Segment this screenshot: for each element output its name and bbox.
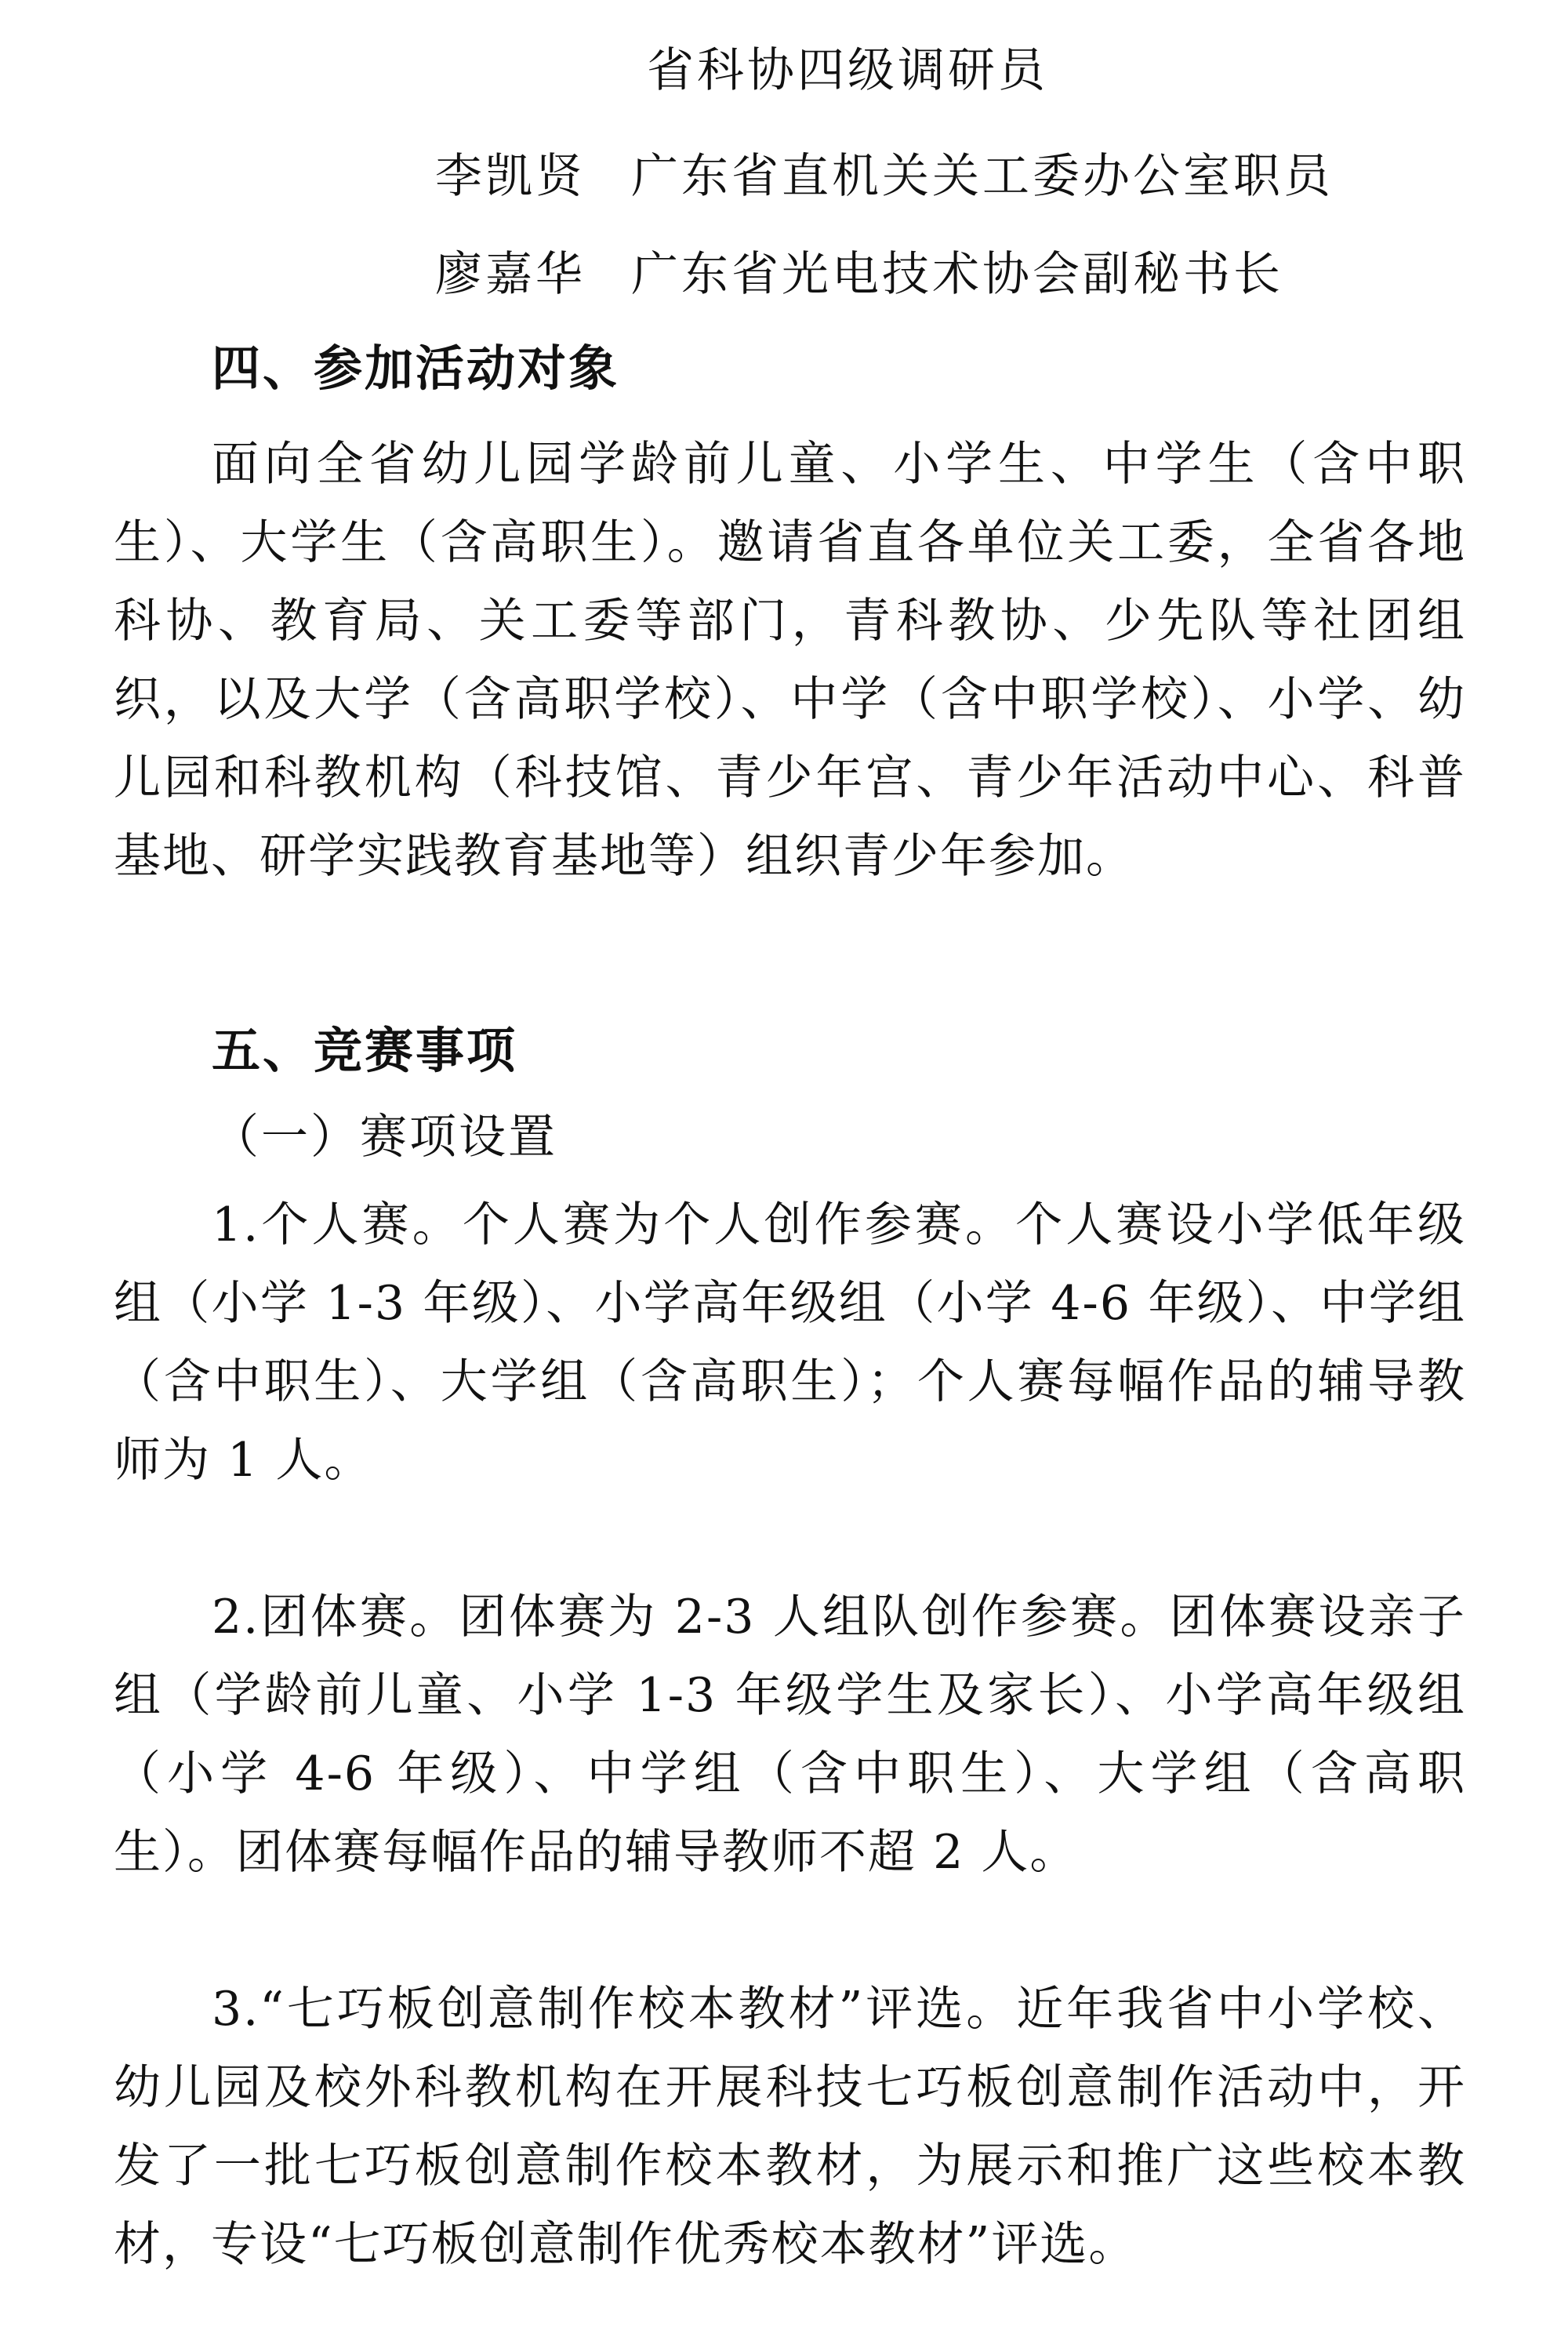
participants-paragraph: 面向全省幼儿园学龄前儿童、小学生、中学生（含中职生）、大学生（含高职生）。邀请省直各单位关工委，全省各地科协、教育局、关工委等部门，青科教协、少先队等社团组织，以及大学（含高职学校）、中学（含中职学校）、小学、幼儿园和科教机构（科技馆、青少年宫、青少年活动中心、科普基地、研学实践教育基地等）组织青少年参加。 — [114, 437, 1466, 884]
subsection-heading-events: （一）赛项设置 — [212, 1110, 557, 1165]
event-item-individual: 1.个人赛。个人赛为个人创作参赛。个人赛设小学低年级组（小学 1-3 年级）、小学高年级组（小学 4-6 年级）、中学组（含中职生）、大学组（含高职生）；个人赛每幅作品的辅导教师为 1 人。 — [114, 1198, 1466, 1488]
member-role: 广东省光电技术协会副秘书长 — [631, 247, 1283, 302]
event-item-team: 2.团体赛。团体赛为 2-3 人组队创作参赛。团体赛设亲子组（学龄前儿童、小学 1-3 年级学生及家长）、小学高年级组（小学 4-6 年级）、中学组（含中职生）、大学组（含高职生）。团体赛每幅作品的辅导教师不超 2 人。 — [114, 1590, 1466, 1880]
event-item-block — [114, 1970, 1466, 2284]
committee-member-row — [435, 235, 1283, 314]
committee-member-row — [435, 137, 1334, 216]
member-role: 广东省直机关关工委办公室职员 — [631, 149, 1334, 204]
section-heading-participants: 四、参加活动对象 — [212, 340, 620, 397]
event-item-block — [114, 1186, 1466, 1499]
participants-paragraph-block — [114, 425, 1466, 896]
section-heading-competition: 五、竞赛事项 — [212, 1022, 518, 1079]
committee-title-line: 省科协四级调研员 — [647, 43, 1048, 98]
member-name: 廖嘉华 — [435, 247, 586, 302]
member-name: 李凯贤 — [435, 149, 586, 204]
event-item-block — [114, 1578, 1466, 1892]
event-item-textbook: 3.“七巧板创意制作校本教材”评选。近年我省中小学校、幼儿园及校外科教机构在开展科技七巧板创意制作活动中，开发了一批七巧板创意制作校本教材，为展示和推广这些校本教材，专设“七巧板创意制作优秀校本教材”评选。 — [114, 1982, 1466, 2272]
